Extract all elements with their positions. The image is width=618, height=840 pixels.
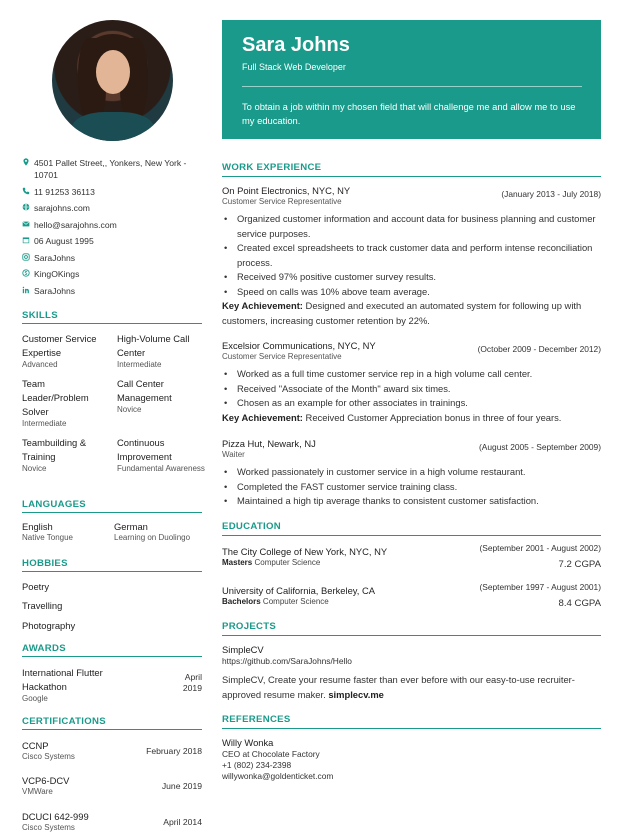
project-entry — [222, 644, 601, 702]
certification-source: Cisco Systems — [22, 752, 75, 761]
skill-name: Teambuilding & Training — [22, 437, 87, 462]
language-item — [22, 521, 73, 543]
person-name: Sara Johns — [242, 34, 350, 56]
hobby-item: Photography — [22, 620, 76, 631]
certification-name: CCNP — [22, 740, 49, 751]
career-objective: To obtain a job within my chosen field that will challenge me and allow me to use my education. — [242, 101, 576, 126]
job-position: Customer Service Representative — [222, 352, 342, 361]
profile-photo — [52, 20, 173, 141]
reference-title: CEO at Chocolate Factory — [222, 749, 320, 759]
project-name: SimpleCV — [222, 644, 264, 655]
skill-item — [117, 377, 209, 415]
key-achievement: Key Achievement: Received Customer Appreciation bonus in three of four years. — [222, 411, 562, 423]
skill-level: Novice — [22, 464, 47, 473]
skill-level: Intermediate — [117, 360, 162, 369]
projects-divider — [222, 635, 601, 636]
key-achievement: Key Achievement: Designed and executed an automated system for following up with customers, increasing customer retention by 22%. — [222, 300, 582, 326]
job-bullet: • Received 97% positive customer survey results. — [222, 270, 601, 285]
contact-email: hello@sarajohns.com — [22, 219, 204, 231]
job-company: Excelsior Communications, NYC, NY — [222, 340, 376, 351]
certification-item — [22, 811, 202, 832]
job-bullet: • Worked as a full time customer service rep in a high volume call center. — [222, 367, 601, 382]
photo-face — [96, 50, 130, 94]
languages-divider — [22, 512, 202, 513]
project-description: SimpleCV, Create your resume faster than ever before with our easy-to-use recruiter-approved resume maker. simplecv.me — [222, 674, 575, 700]
certification-item — [22, 775, 202, 796]
degree: Masters Computer Science — [222, 558, 321, 567]
skill-item — [117, 332, 209, 370]
language-item — [114, 521, 190, 543]
project-url[interactable]: https://github.com/SaraJohns/Hello — [222, 656, 352, 666]
job-entry — [222, 340, 601, 425]
skill-name: Team Leader/Problem Solver — [22, 378, 89, 417]
work-divider — [222, 176, 601, 177]
job-bullet: • Created excel spreadsheets to track customer data and perform intense reconciliation process. — [222, 241, 601, 270]
project-link[interactable]: simplecv.me — [328, 688, 384, 700]
language-name: German — [114, 521, 148, 532]
certification-name: VCP6-DCV — [22, 775, 70, 786]
skype-icon — [22, 268, 34, 280]
job-bullet: • Worked passionately in customer service in a high volume restaurant. — [222, 465, 601, 480]
gpa: 8.4 CGPA — [558, 598, 601, 609]
job-bullets — [222, 465, 601, 509]
skill-name: High-Volume Call Center — [117, 333, 190, 358]
award-date: April 2019 — [182, 672, 202, 693]
contact-birthdate: 06 August 1995 — [22, 235, 204, 247]
instagram-icon — [22, 252, 34, 264]
education-dates: (September 1997 - August 2001) — [479, 582, 601, 592]
job-bullet: • Speed on calls was 10% above team average. — [222, 285, 601, 300]
language-level: Learning on Duolingo — [114, 533, 191, 542]
linkedin-icon — [22, 285, 34, 297]
header-banner — [222, 20, 601, 139]
skill-level: Advanced — [22, 360, 58, 369]
job-company: Pizza Hut, Newark, NJ — [222, 438, 316, 449]
skill-level: Fundamental Awareness — [117, 464, 205, 473]
hobby-item: Poetry — [22, 581, 50, 592]
hobbies-divider — [22, 571, 202, 572]
job-entry — [222, 438, 601, 509]
job-company: On Point Electronics, NYC, NY — [222, 185, 351, 196]
job-bullets — [222, 367, 601, 411]
certification-date: April 2014 — [163, 817, 202, 827]
job-title: Full Stack Web Developer — [242, 62, 346, 72]
job-bullet: • Chosen as an example for other associates in trainings. — [222, 396, 601, 411]
certification-name: DCUCI 642-999 — [22, 811, 89, 822]
award-source: Google — [22, 694, 48, 703]
job-entry — [222, 185, 601, 328]
awards-heading: AWARDS — [22, 643, 66, 654]
awards-divider — [22, 656, 202, 657]
school-name: University of California, Berkeley, CA — [222, 585, 376, 596]
location-icon — [22, 157, 34, 169]
reference-phone: +1 (802) 234-2398 — [222, 760, 292, 770]
job-dates: (October 2009 - December 2012) — [477, 344, 601, 354]
references-divider — [222, 728, 601, 729]
language-level: Native Tongue — [22, 533, 73, 542]
job-dates: (August 2005 - September 2009) — [479, 442, 601, 452]
language-name: English — [22, 521, 53, 532]
hobbies-heading: HOBBIES — [22, 558, 68, 569]
header-divider — [242, 86, 582, 87]
skill-level: Novice — [117, 405, 142, 414]
references-heading: REFERENCES — [222, 714, 291, 725]
certification-item — [22, 740, 202, 761]
skill-level: Intermediate — [22, 419, 67, 428]
phone-icon — [22, 186, 34, 198]
certification-source: Cisco Systems — [22, 823, 75, 832]
skill-name: Continuous Improvement — [117, 437, 172, 462]
contact-linkedin: SaraJohns — [22, 285, 204, 297]
job-bullets — [222, 212, 601, 299]
skill-item — [22, 377, 114, 429]
contact-list — [22, 157, 204, 301]
contact-instagram: SaraJohns — [22, 252, 204, 264]
skills-divider — [22, 323, 202, 324]
skill-name: Call Center Management — [117, 378, 172, 403]
contact-address: 4501 Pallet Street,, Yonkers, New York - 10701 — [22, 157, 204, 181]
job-position: Waiter — [222, 450, 245, 459]
skill-item — [22, 332, 114, 370]
education-divider — [222, 535, 601, 536]
certifications-divider — [22, 729, 202, 730]
contact-phone: 11 91253 36113 — [22, 186, 204, 198]
reference-email[interactable]: willywonka@goldenticket.com — [222, 771, 334, 781]
certifications-heading: CERTIFICATIONS — [22, 716, 106, 727]
education-entry — [222, 582, 601, 609]
award-name: International Flutter Hackathon — [22, 667, 103, 692]
globe-icon — [22, 202, 34, 214]
skill-item — [117, 436, 209, 474]
job-position: Customer Service Representative — [222, 197, 342, 206]
projects-heading: PROJECTS — [222, 621, 277, 632]
photo-shirt — [72, 112, 154, 141]
hobby-item: Travelling — [22, 600, 63, 611]
education-entry — [222, 543, 601, 570]
job-bullet: • Completed the FAST customer service training class. — [222, 480, 601, 495]
skill-name: Customer Service Expertise — [22, 333, 97, 358]
certification-date: February 2018 — [146, 746, 202, 756]
certification-date: June 2019 — [161, 781, 202, 791]
skills-heading: SKILLS — [22, 310, 58, 321]
contact-skype: KingOKings — [22, 268, 204, 280]
skill-item — [22, 436, 114, 474]
contact-website: sarajohns.com — [22, 202, 204, 214]
award-item — [22, 666, 202, 703]
certification-source: VMWare — [22, 787, 53, 796]
job-bullet: • Organized customer information and account data for business planning and customer service purposes. — [222, 212, 601, 241]
email-icon — [22, 219, 34, 231]
education-heading: EDUCATION — [222, 521, 282, 532]
languages-heading: LANGUAGES — [22, 499, 86, 510]
reference-entry — [222, 737, 601, 782]
gpa: 7.2 CGPA — [558, 559, 601, 570]
job-dates: (January 2013 - July 2018) — [501, 189, 601, 199]
degree: Bachelors Computer Science — [222, 597, 329, 606]
job-bullet: • Maintained a high tip average thanks to consistent customer satisfaction. — [222, 494, 601, 509]
reference-name: Willy Wonka — [222, 737, 274, 748]
school-name: The City College of New York, NYC, NY — [222, 546, 388, 557]
work-heading: WORK EXPERIENCE — [222, 162, 322, 173]
job-bullet: • Received "Associate of the Month" award six times. — [222, 382, 601, 397]
calendar-icon — [22, 235, 34, 247]
education-dates: (September 2001 - August 2002) — [479, 543, 601, 553]
